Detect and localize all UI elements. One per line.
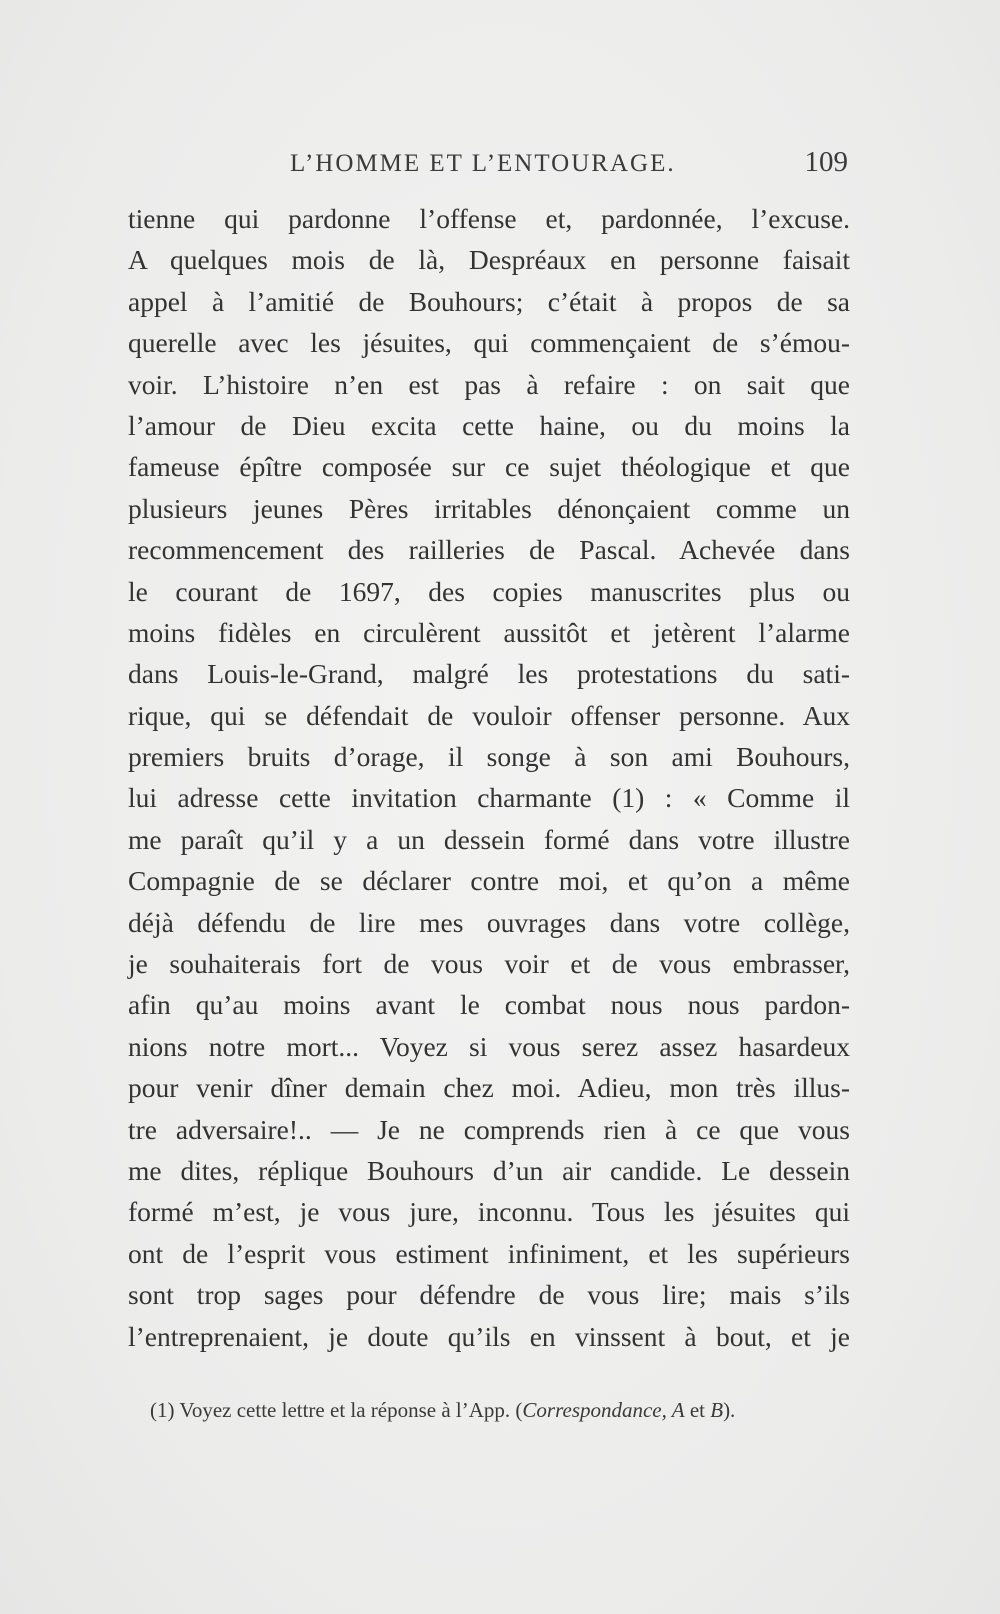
text-line: ont de l’esprit vous estiment infiniment, et les supérieurs <box>128 1237 850 1269</box>
text-line: l’amour de Dieu excita cette haine, ou du moins la <box>128 409 850 441</box>
text-line: rique, qui se défendait de vouloir offenser personne. Aux <box>128 699 850 731</box>
text-line: lui adresse cette invitation charmante (1) : « Comme il <box>128 782 850 814</box>
text-line: tre adversaire!.. — Je ne comprends rien à ce que vous <box>128 1113 850 1145</box>
footnote <box>150 1398 850 1423</box>
running-title: L’HOMME ET L’ENTOURAGE. <box>290 150 676 177</box>
text-line: nions notre mort... Voyez si vous serez assez hasardeux <box>128 1030 850 1062</box>
text-line: me paraît qu’il y a un dessein formé dans votre illustre <box>128 823 850 855</box>
text-line: A quelques mois de là, Despréaux en personne faisait <box>128 244 850 276</box>
body-text <box>128 198 850 1357</box>
text-line: déjà défendu de lire mes ouvrages dans votre collège, <box>128 906 850 938</box>
text-line: sont trop sages pour défendre de vous lire; mais s’ils <box>128 1279 850 1311</box>
footnote-end: ). <box>723 1398 736 1422</box>
text-line: formé m’est, je vous jure, inconnu. Tous les jésuites qui <box>128 1196 850 1228</box>
text-line: Compagnie de se déclarer contre moi, et qu’on a même <box>128 865 850 897</box>
text-line: je souhaiterais fort de vous voir et de vous embrasser, <box>128 948 850 980</box>
text-line: voir. L’histoire n’en est pas à refaire : on sait que <box>128 368 850 400</box>
text-line: appel à l’amitié de Bouhours; c’était à propos de sa <box>128 285 850 317</box>
running-head <box>128 146 848 190</box>
text-line: me dites, réplique Bouhours d’un air candide. Le dessein <box>128 1154 850 1186</box>
footnote-marker: (1) <box>150 1398 175 1422</box>
text-line: moins fidèles en circulèrent aussitôt et jetèrent l’alarme <box>128 616 850 648</box>
footnote-mid: et <box>684 1398 711 1422</box>
text-line: pour venir dîner demain chez moi. Adieu, mon très illus- <box>128 1072 850 1104</box>
footnote-italic: Correspondance, A <box>522 1398 685 1422</box>
text-line: premiers bruits d’orage, il songe à son ami Bouhours, <box>128 741 850 773</box>
text-line: fameuse épître composée sur ce sujet théologique et que <box>128 451 850 483</box>
text-line: afin qu’au moins avant le combat nous nous pardon- <box>128 989 850 1021</box>
page-number: 109 <box>804 146 848 178</box>
text-line: plusieurs jeunes Pères irritables dénonçaient comme un <box>128 492 850 524</box>
text-line: dans Louis-le-Grand, malgré les protestations du sati- <box>128 658 850 690</box>
text-line: le courant de 1697, des copies manuscrites plus ou <box>128 575 850 607</box>
footnote-text: Voyez cette lettre et la réponse à l’App. ( <box>179 1398 523 1422</box>
footnote-italic-2: B <box>710 1398 724 1422</box>
text-line: recommencement des railleries de Pascal. Achevée dans <box>128 534 850 566</box>
text-line: tienne qui pardonne l’offense et, pardonnée, l’excuse. <box>128 203 850 234</box>
text-line: querelle avec les jésuites, qui commençaient de s’émou- <box>128 327 850 359</box>
text-line: l’entreprenaient, je doute qu’ils en vinssent à bout, et je <box>128 1320 850 1352</box>
